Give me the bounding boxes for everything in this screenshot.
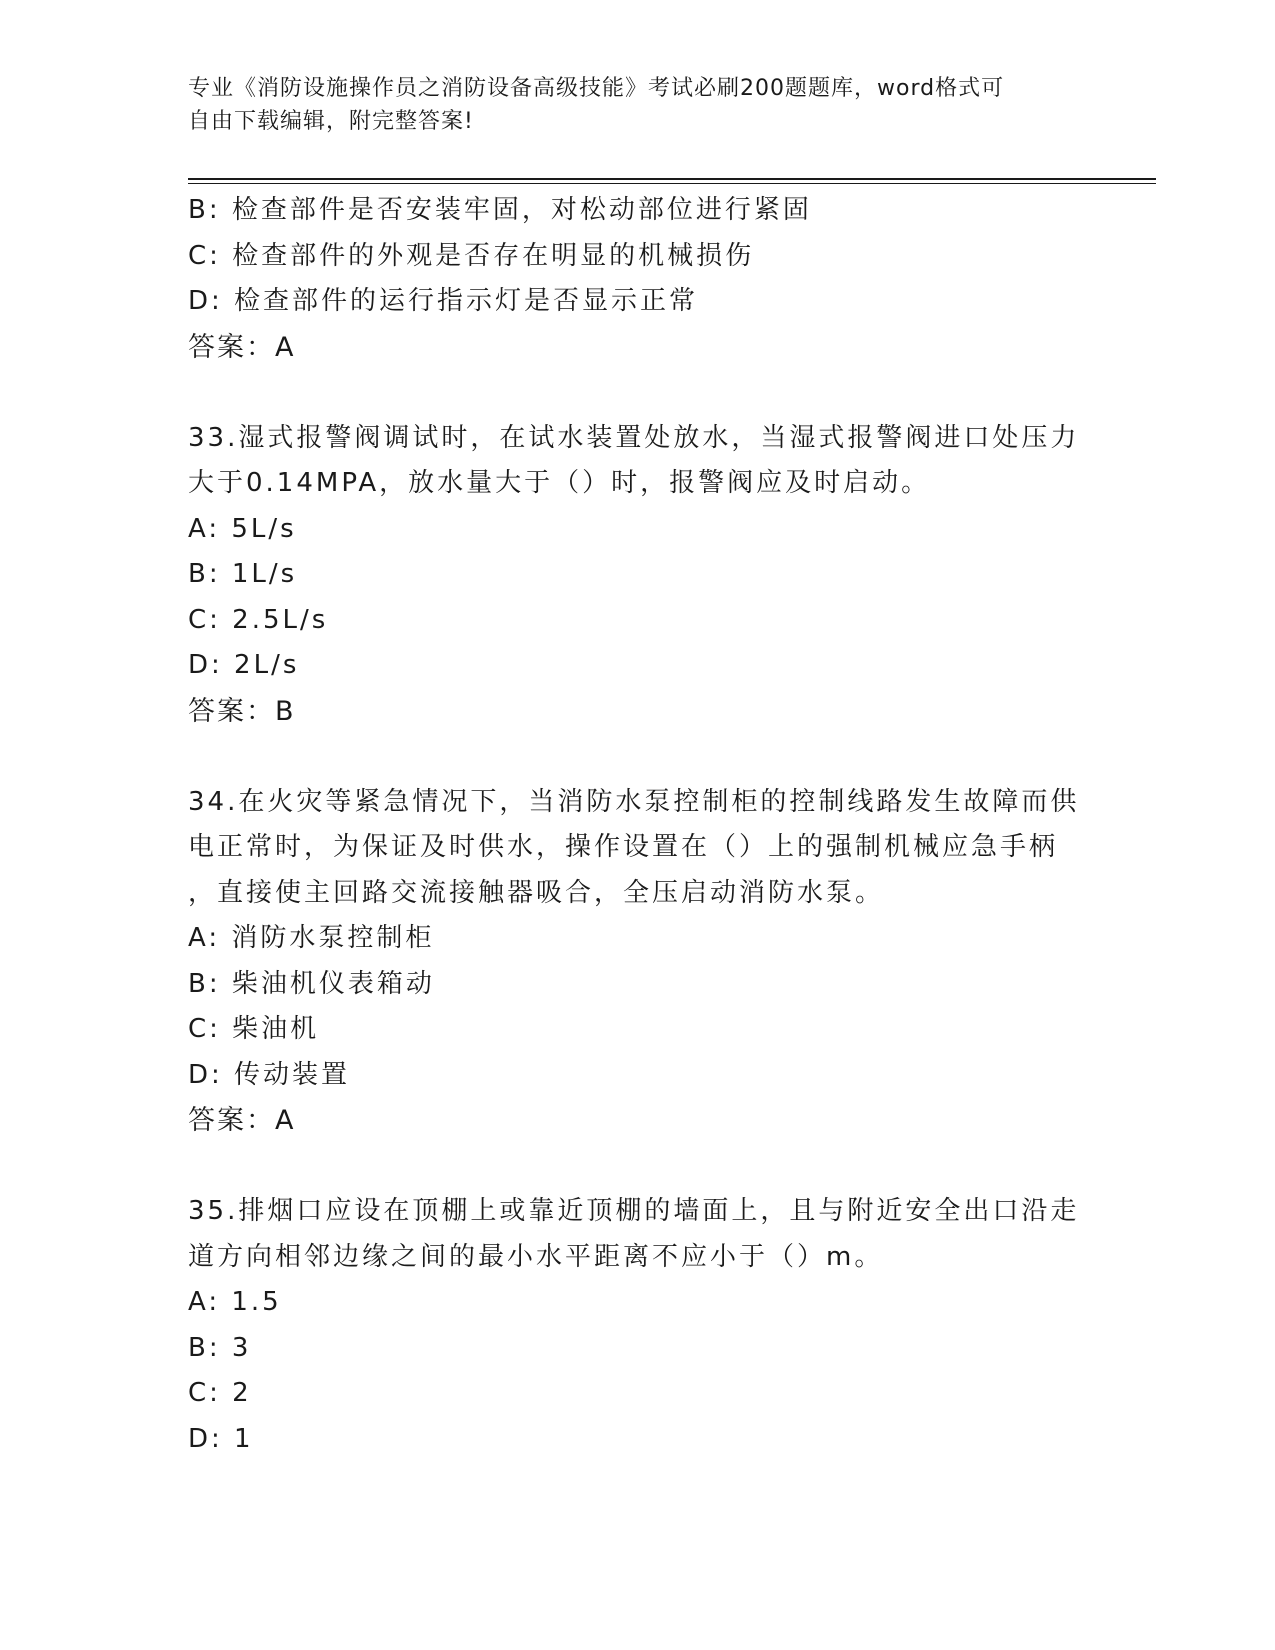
option-a: A: 消防水泵控制柜 xyxy=(188,923,435,953)
question-34 xyxy=(188,780,1088,1144)
question-text-line: 35.排烟口应设在顶棚上或靠近顶棚的墙面上，且与附近安全出口沿走 xyxy=(188,1196,1080,1226)
option-c: C: 检查部件的外观是否存在明显的机械损伤 xyxy=(188,240,755,271)
option-c: C: 2 xyxy=(188,1378,252,1408)
answer: 答案：B xyxy=(188,695,296,727)
option-b: B: 检查部件是否安装牢固，对松动部位进行紧固 xyxy=(188,195,812,225)
option-d: D: 2L/s xyxy=(188,650,300,680)
option-d: D: 检查部件的运行指示灯是否显示正常 xyxy=(188,286,699,316)
option-d: D: 1 xyxy=(188,1423,254,1454)
question-35 xyxy=(188,1189,1088,1462)
question-text-line: 34.在火灾等紧急情况下，当消防水泵控制柜的控制线路发生故障而供 xyxy=(188,786,1080,817)
header-line-1: 专业《消防设施操作员之消防设备高级技能》考试必刷200题题库，word格式可 xyxy=(188,76,1005,101)
document-header xyxy=(188,72,1068,138)
option-b: B: 柴油机仪表箱动 xyxy=(188,968,435,999)
option-c: C: 柴油机 xyxy=(188,1014,320,1044)
question-33 xyxy=(188,416,1088,735)
option-d: D: 传动装置 xyxy=(188,1059,351,1090)
question-text-line: 大于0.14MPA，放水量大于（）时，报警阀应及时启动。 xyxy=(188,468,931,498)
question-text-line: 33.湿式报警阀调试时，在试水装置处放水，当湿式报警阀进口处压力 xyxy=(188,422,1080,453)
option-a: A: 5L/s xyxy=(188,513,297,544)
question-32-continued xyxy=(188,188,1088,370)
header-line-2: 自由下载编辑，附完整答案! xyxy=(188,109,474,134)
option-b: B: 1L/s xyxy=(188,559,298,589)
question-text-line: 道方向相邻边缘之间的最小水平距离不应小于（）m。 xyxy=(188,1241,884,1272)
question-list xyxy=(188,188,1088,1462)
option-a: A: 1.5 xyxy=(188,1287,282,1317)
question-text-line: ，直接使主回路交流接触器吸合，全压启动消防水泵。 xyxy=(188,877,885,908)
question-text-line: 电正常时，为保证及时供水，操作设置在（）上的强制机械应急手柄 xyxy=(188,832,1059,862)
option-b: B: 3 xyxy=(188,1332,252,1363)
header-rule-thick xyxy=(188,178,1156,180)
header-rule-thin xyxy=(188,183,1156,184)
answer: 答案：A xyxy=(188,331,296,363)
option-c: C: 2.5L/s xyxy=(188,604,329,635)
answer: 答案：A xyxy=(188,1105,296,1136)
